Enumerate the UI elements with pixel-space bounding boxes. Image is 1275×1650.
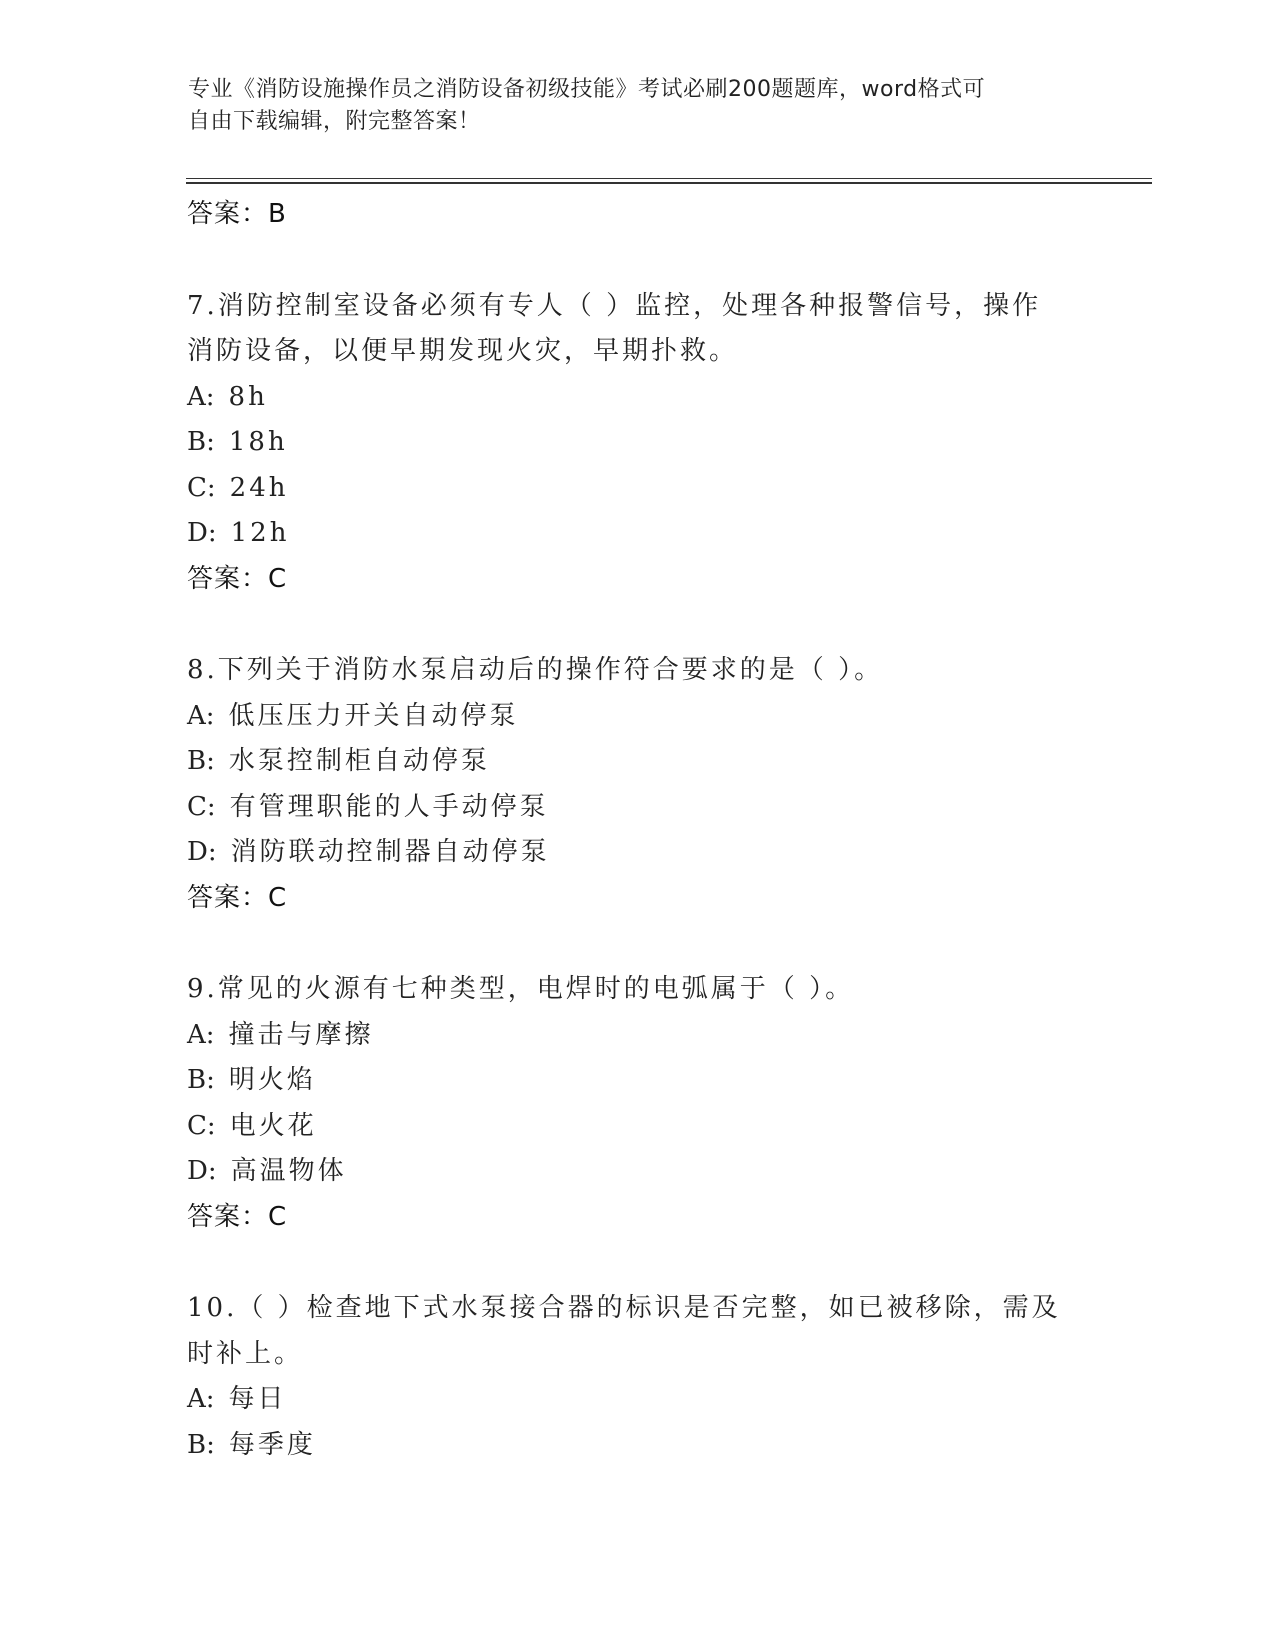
option-b — [187, 420, 1117, 466]
option-text: 水泵控制柜自动停泵 — [228, 746, 490, 776]
question-text: 7.消防控制室设备必须有专人（ ）监控，处理各种报警信号，操作 — [187, 290, 1042, 321]
option-label: C: — [187, 472, 216, 503]
option-c — [187, 466, 1117, 512]
option-text: 明火焰 — [228, 1065, 316, 1095]
option-label: D: — [187, 837, 217, 867]
option-label: D: — [187, 518, 217, 548]
document-header — [188, 74, 1068, 138]
option-text: 每季度 — [228, 1429, 316, 1460]
option-label: D: — [187, 1156, 217, 1186]
answer: 答案：C — [187, 563, 288, 594]
question-text: 时补上。 — [187, 1338, 304, 1369]
option-text: 8h — [228, 381, 268, 412]
option-text: 低压压力开关自动停泵 — [228, 700, 519, 731]
option-label: A: — [187, 1019, 215, 1050]
option-a — [187, 1377, 1117, 1423]
option-label: C: — [187, 1110, 216, 1141]
question-text: 8.下列关于消防水泵启动后的操作符合要求的是（ ）。 — [187, 655, 884, 685]
option-label: B: — [187, 746, 215, 776]
answer: 答案：C — [187, 882, 288, 913]
header-divider-thin — [186, 178, 1152, 179]
option-text: 每日 — [228, 1384, 287, 1414]
option-d — [187, 830, 1117, 876]
question-block — [187, 284, 1117, 603]
option-c — [187, 785, 1117, 831]
question-block — [187, 648, 1117, 921]
question-block — [187, 967, 1117, 1240]
option-label: A: — [187, 381, 215, 412]
option-a — [187, 375, 1117, 421]
option-text: 撞击与摩擦 — [228, 1019, 374, 1050]
option-a — [187, 694, 1117, 740]
option-b — [187, 1058, 1117, 1104]
option-label: C: — [187, 791, 216, 822]
option-b — [187, 1423, 1117, 1469]
question-list — [187, 192, 1117, 1468]
spacer — [187, 1240, 1117, 1286]
option-text: 电火花 — [229, 1110, 317, 1141]
option-label: B: — [187, 1065, 215, 1095]
question-text: 9.常见的火源有七种类型，电焊时的电弧属于（ ）。 — [187, 974, 855, 1004]
option-b — [187, 739, 1117, 785]
option-a — [187, 1013, 1117, 1059]
question-text: 10.（ ）检查地下式水泵接合器的标识是否完整，如已被移除，需及 — [187, 1293, 1061, 1323]
option-label: B: — [187, 427, 215, 457]
question-block — [187, 1286, 1117, 1468]
option-text: 18h — [228, 427, 288, 457]
option-d — [187, 511, 1117, 557]
spacer — [187, 921, 1117, 967]
option-text: 12h — [230, 518, 290, 548]
spacer — [187, 602, 1117, 648]
header-line-2: 自由下载编辑，附完整答案！ — [188, 109, 481, 134]
previous-answer: 答案：B — [187, 199, 287, 229]
header-divider-thick — [186, 182, 1152, 184]
header-line-1: 专业《消防设施操作员之消防设备初级技能》考试必刷200题题库，word格式可 — [188, 77, 986, 102]
spacer — [187, 238, 1117, 284]
option-text: 有管理职能的人手动停泵 — [229, 791, 549, 822]
option-label: B: — [187, 1429, 215, 1460]
option-label: A: — [187, 700, 215, 731]
option-text: 消防联动控制器自动停泵 — [230, 837, 550, 867]
option-text: 24h — [229, 472, 289, 503]
option-d — [187, 1149, 1117, 1195]
option-text: 高温物体 — [230, 1156, 347, 1186]
option-label: A: — [187, 1384, 215, 1414]
question-text: 消防设备，以便早期发现火灾，早期扑救。 — [187, 336, 739, 366]
answer: 答案：C — [187, 1201, 288, 1232]
option-c — [187, 1104, 1117, 1150]
